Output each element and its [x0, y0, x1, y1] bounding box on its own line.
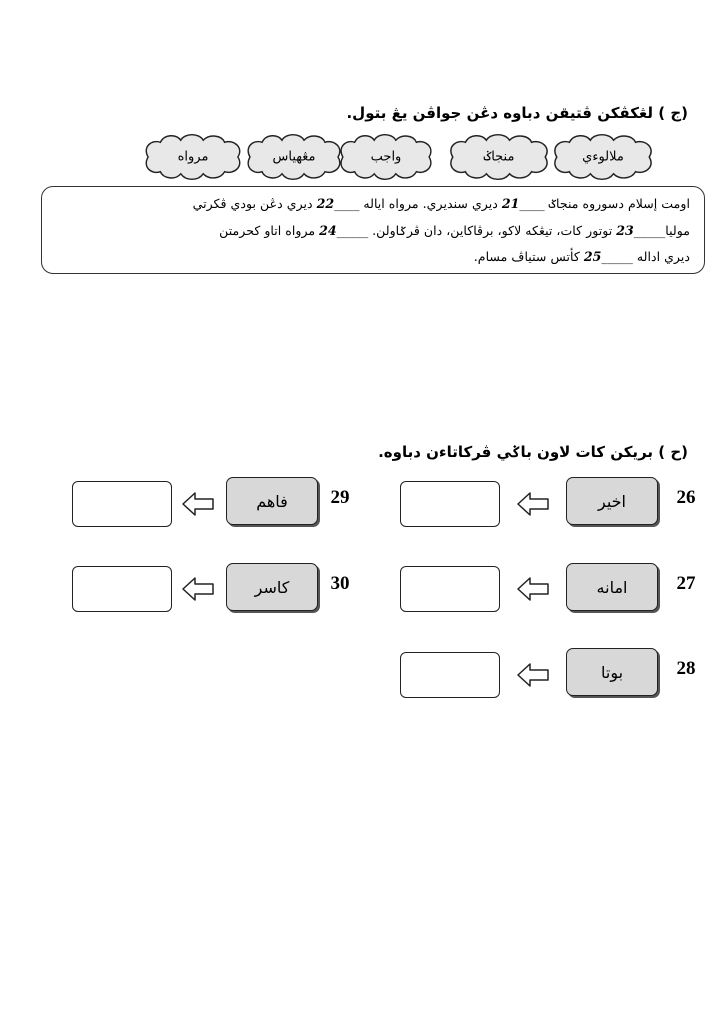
left-outline-arrow-icon	[516, 576, 550, 602]
word-bank-item: منجاݢ	[483, 149, 515, 165]
passage-text: ديري سنديري. مرواه اياله	[359, 196, 502, 211]
passage-line	[219, 223, 690, 238]
answer-box[interactable]	[400, 481, 500, 527]
answer-box[interactable]	[72, 566, 172, 612]
question-number: 30	[330, 573, 350, 594]
passage-text: اومت إسلام دسوروه منجاݢ	[544, 196, 690, 211]
passage-line	[193, 196, 690, 211]
section-b-heading: (ح ) بريكن كات لاون باݢي ڤركاتاءن دباوه.	[378, 443, 688, 461]
question-number: 23	[616, 223, 634, 238]
passage-box	[41, 186, 705, 274]
question-number: 22	[316, 196, 335, 211]
fill-blank[interactable]: _____	[601, 249, 633, 264]
passage-text: ديري دڠن بودي ڤكرتي	[192, 196, 317, 211]
passage-line	[474, 249, 690, 264]
passage-text: كأتس ستياڤ مسام.	[473, 249, 584, 264]
left-outline-arrow-icon	[181, 576, 215, 602]
passage-text: مرواه اتاو كحرمتن	[219, 223, 320, 238]
fill-blank[interactable]: _____	[633, 223, 666, 238]
given-word-box: اخير	[566, 477, 658, 525]
given-word-box: كاسر	[226, 563, 318, 611]
question-number: 29	[330, 487, 350, 508]
left-outline-arrow-icon	[516, 662, 550, 688]
given-word-box: فاهم	[226, 477, 318, 525]
question-number: 28	[676, 658, 696, 679]
question-number: 25	[583, 249, 602, 264]
word-bank	[0, 0, 728, 190]
question-number: 21	[501, 196, 520, 211]
word-bank-item: مڠهياس	[272, 149, 316, 165]
fill-blank[interactable]: ____	[519, 196, 545, 211]
question-number: 24	[319, 223, 337, 238]
answer-box[interactable]	[72, 481, 172, 527]
fill-blank[interactable]: ____	[334, 196, 360, 211]
left-outline-arrow-icon	[516, 491, 550, 517]
passage-text: ديري اداله	[632, 249, 690, 264]
section-a-heading: (ج ) لڠكڤكن ڤتيقن دباوه دڠن جواڤن يڠ بتول.	[346, 104, 688, 122]
question-number: 27	[676, 573, 696, 594]
left-outline-arrow-icon	[181, 491, 215, 517]
word-bank-item: ملالوءي	[582, 149, 624, 165]
fill-blank[interactable]: _____	[336, 223, 369, 238]
passage-text: موليا	[665, 223, 690, 238]
given-word-box: امانه	[566, 563, 658, 611]
answer-box[interactable]	[400, 652, 500, 698]
passage-text: توتور كات، تيڠكه لاكو، برڤاكاين، دان ڤرݢاولن.	[368, 223, 617, 238]
given-word-box: بوتا	[566, 648, 658, 696]
answer-box[interactable]	[400, 566, 500, 612]
word-bank-item: مرواه	[177, 149, 209, 165]
word-bank-item: واجب	[370, 149, 402, 165]
question-number: 26	[676, 487, 696, 508]
